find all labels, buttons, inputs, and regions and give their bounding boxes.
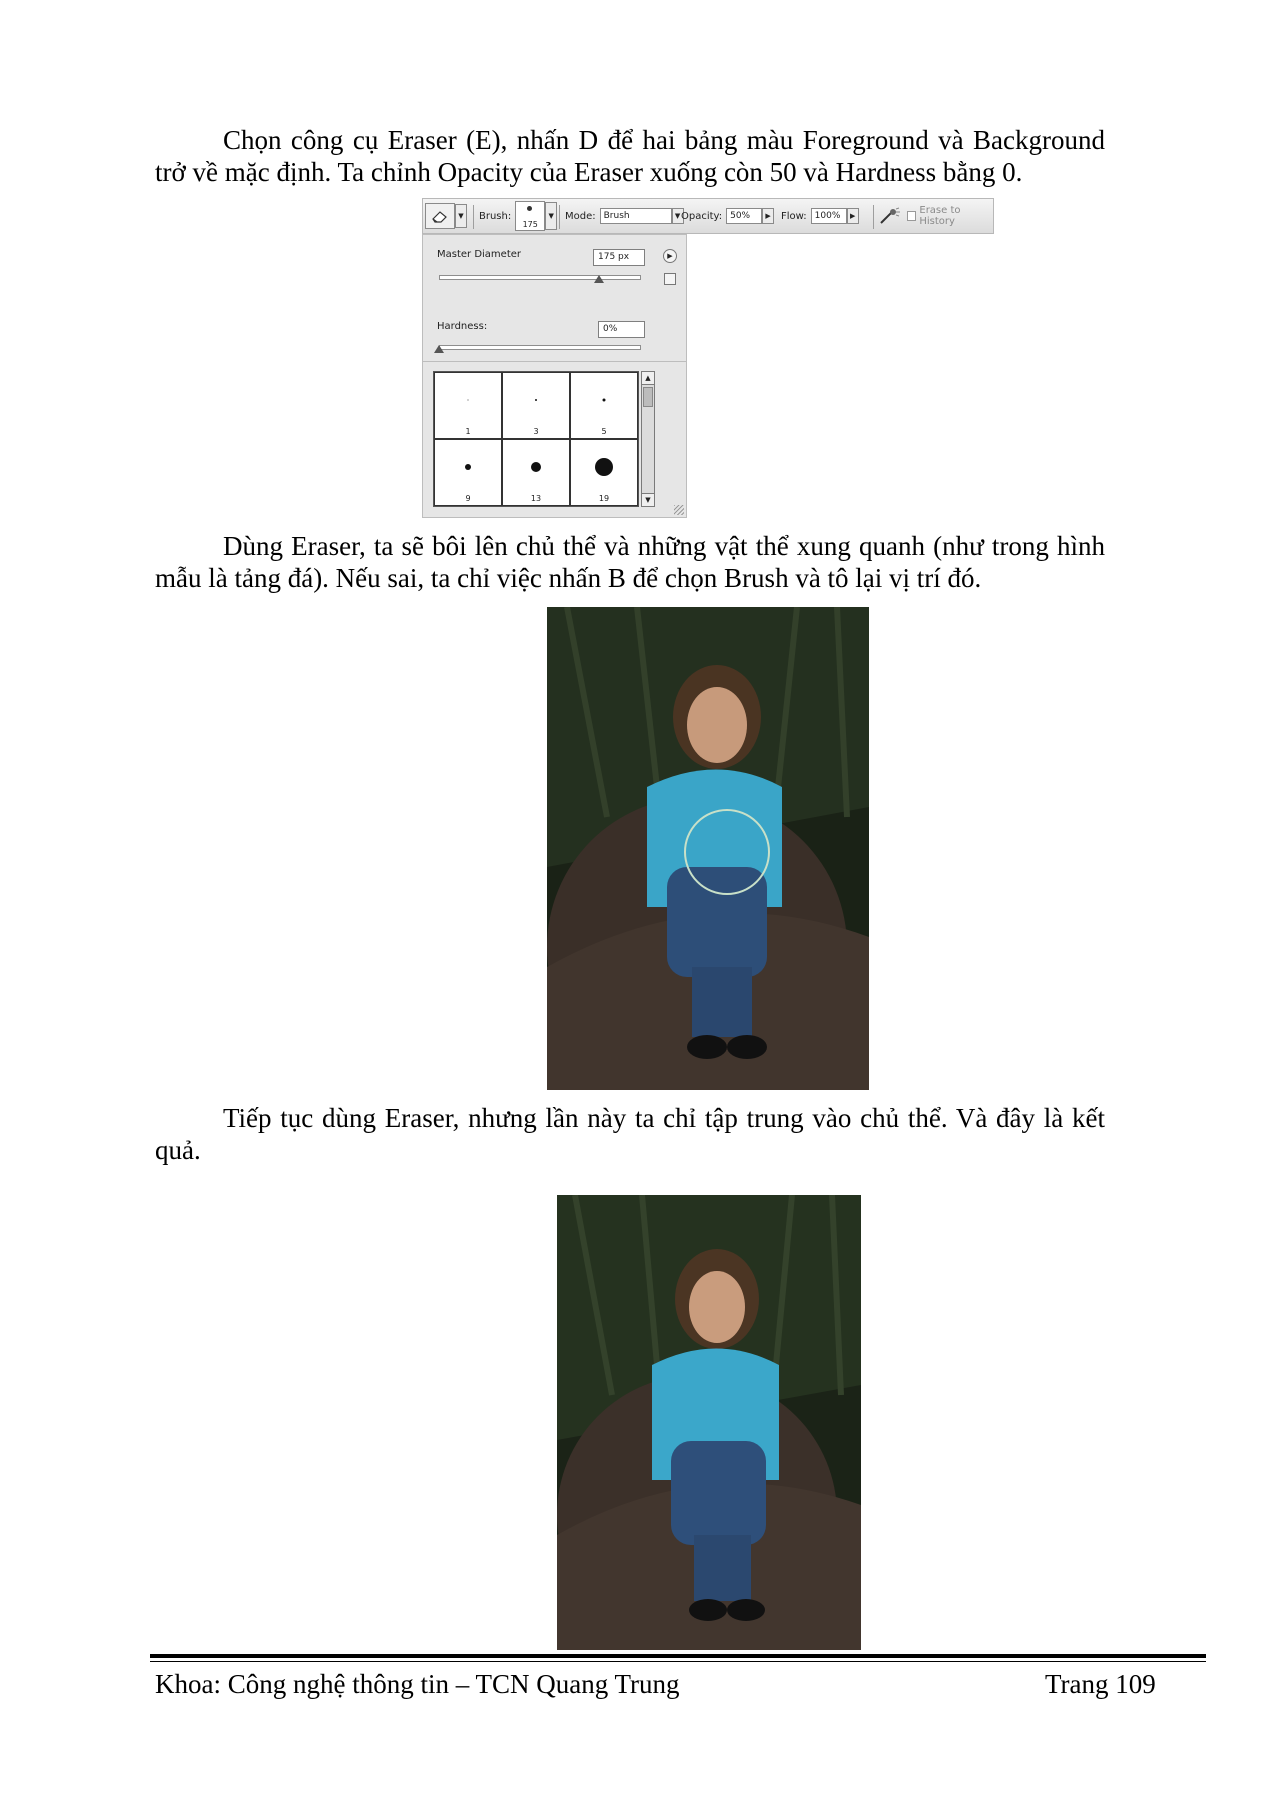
brush-preset-label: 13 [530, 494, 542, 503]
brush-tip-icon [531, 462, 541, 472]
chevron-down-icon[interactable]: ▼ [545, 202, 557, 230]
brush-preset-grid [433, 371, 639, 507]
brush-preset-label: 19 [598, 494, 610, 503]
options-toolbar [422, 198, 994, 234]
photo-girl-result [557, 1195, 861, 1650]
brush-tip-icon [595, 458, 613, 476]
master-diameter-track [439, 275, 641, 280]
brush-preset-panel [422, 234, 687, 518]
brush-preset-label: 1 [465, 427, 471, 436]
master-diameter-label: Master Diameter [437, 249, 522, 260]
mode-select[interactable]: Brush [600, 208, 672, 224]
chevron-right-icon[interactable]: ▶ [847, 208, 859, 224]
save-preset-icon[interactable] [664, 273, 676, 285]
preset-scrollbar[interactable] [641, 371, 655, 507]
scroll-up-icon[interactable]: ▲ [642, 372, 654, 385]
brush-preset-19[interactable] [570, 439, 638, 506]
brush-preset-13[interactable] [502, 439, 570, 506]
panel-menu-icon[interactable]: ▶ [663, 249, 677, 263]
brush-size: 175 [522, 220, 538, 229]
brush-preset-label: 9 [465, 494, 471, 503]
divider [423, 361, 686, 362]
scroll-thumb[interactable] [643, 387, 653, 407]
erase-to-history-checkbox[interactable] [907, 211, 916, 221]
brush-label: Brush: [479, 210, 512, 222]
hardness-input[interactable]: 0% [598, 321, 645, 338]
flow-input[interactable]: 100% [811, 208, 847, 224]
brush-dot-icon [527, 206, 532, 211]
flow-label: Flow: [781, 210, 807, 222]
paragraph-3: Tiếp tục dùng Eraser, nhưng lần này ta chỉ tập trung vào chủ thể. Và đây là kết quả. [155, 1103, 1105, 1165]
paragraph-1: Chọn công cụ Eraser (E), nhấn D để hai bảng màu Foreground và Background trở về mặc định. Ta chỉnh Opacity của Eraser xuống còn 50 và Hardness bằng 0. [155, 125, 1105, 187]
resize-grip-icon[interactable] [674, 505, 684, 515]
brush-preset-3[interactable] [502, 372, 570, 439]
brush-preset-9[interactable] [434, 439, 502, 506]
chevron-down-icon[interactable]: ▼ [455, 204, 467, 228]
brush-tip-icon [535, 399, 537, 401]
brush-preset-label: 3 [533, 427, 539, 436]
footer-rule-thick [150, 1654, 1206, 1658]
brush-tip-icon [465, 464, 471, 470]
hardness-label: Hardness: [437, 321, 488, 332]
opacity-label: Opacity: [681, 210, 723, 222]
brush-preset-label: 5 [601, 427, 607, 436]
brush-tip-icon [603, 399, 606, 402]
airbrush-icon[interactable] [879, 199, 901, 233]
hardness-slider-thumb[interactable] [434, 345, 444, 353]
chevron-down-icon[interactable]: ▼ [672, 208, 684, 224]
brush-preset-1[interactable] [434, 372, 502, 439]
opacity-input[interactable]: 50% [726, 208, 762, 224]
hardness-track [439, 345, 641, 350]
scroll-down-icon[interactable]: ▼ [642, 493, 654, 506]
footer-page-number: Trang 109 [1045, 1669, 1156, 1699]
master-diameter-slider-thumb[interactable] [594, 275, 604, 283]
eraser-icon [425, 203, 455, 229]
photo-girl-eraser-in-progress [547, 607, 869, 1090]
chevron-right-icon[interactable]: ▶ [762, 208, 774, 224]
erase-to-history-label: Erase to History [919, 205, 961, 227]
master-diameter-input[interactable]: 175 px [593, 249, 645, 266]
paragraph-2: Dùng Eraser, ta sẽ bôi lên chủ thể và những vật thể xung quanh (như trong hình mẫu là tảng đá). Nếu sai, ta chỉ việc nhấn B để chọn Brush và tô lại vị trí đó. [155, 531, 1105, 593]
brush-tip-icon [468, 400, 469, 401]
tool-preset-picker[interactable] [425, 199, 467, 233]
brush-preset-5[interactable] [570, 372, 638, 439]
brush-preset-picker[interactable] [515, 201, 545, 231]
footer-left: Khoa: Công nghệ thông tin – TCN Quang Trung [155, 1669, 680, 1699]
footer-rule-thin [150, 1661, 1206, 1662]
mode-label: Mode: [565, 210, 596, 222]
photoshop-eraser-options-screenshot [422, 198, 994, 518]
erase-to-history-option[interactable] [907, 199, 993, 233]
